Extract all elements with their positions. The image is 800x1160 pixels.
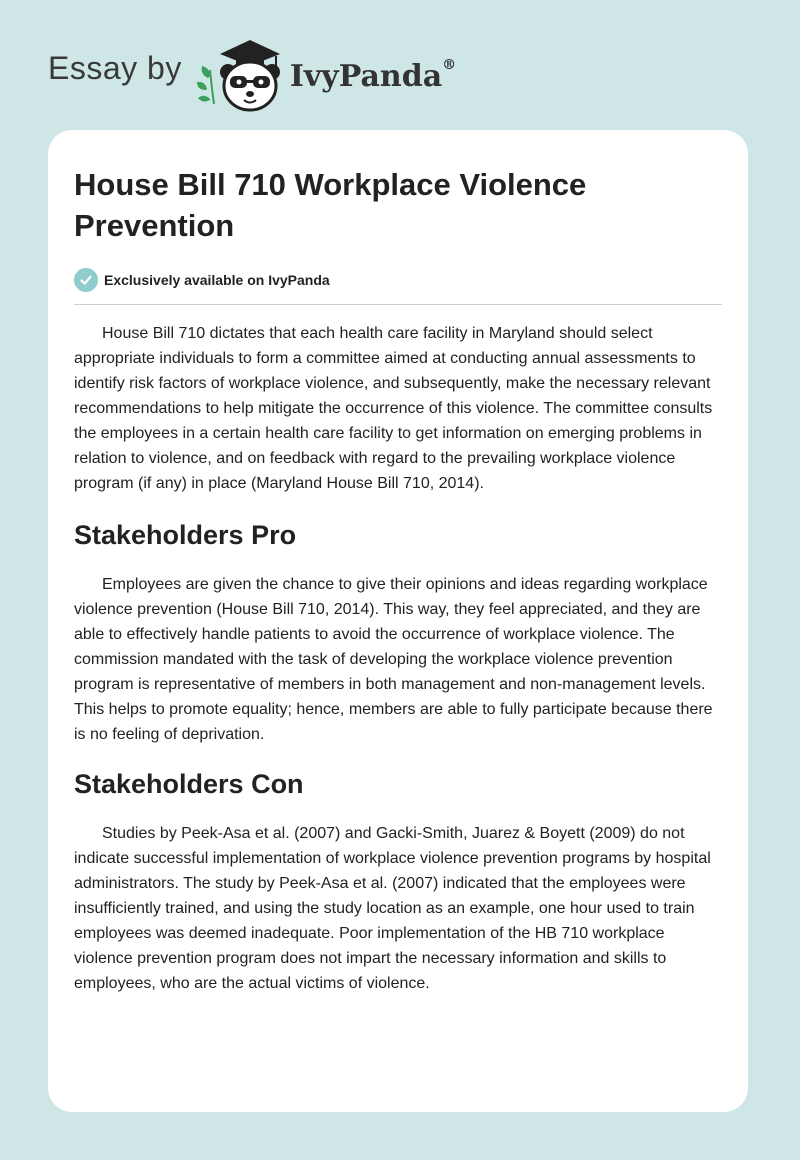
heading-stakeholders-pro: Stakeholders Pro <box>74 520 297 550</box>
intro-paragraph: House Bill 710 dictates that each health care facility in Maryland should select appropriate individuals to form a committee aimed at conducting annual assessments to identify risk factors of workplace violence, and subsequently, make the necessary relevant recommendations to help mitigate the occurrence of this violence. The committee consults the employees in a certain health care facility to get information on emerging problems in relation to violence, and on feedback with regard to the prevailing workplace violence program (if any) in place (Maryland House Bill 710, 2014). <box>74 325 713 492</box>
brand-name: IvyPanda® <box>289 56 457 94</box>
con-paragraph: Studies by Peek-Asa et al. (2007) and Gacki-Smith, Juarez & Boyett (2009) do not indicate successful implementation of workplace violence prevention programs by hospital administrators. The study by Peek-Asa et al. (2007) indicated that the employees were insufficiently trained, and using the study location as an example, one hour used to train employees was deemed inadequate. Poor implementation of the HB 710 workplace violence prevention program does not impart the necessary information and skills to employees, who are the actual victims of violence. <box>74 825 711 992</box>
essay-card <box>48 130 748 1112</box>
essay-by-label: Essay by <box>48 49 182 86</box>
heading-stakeholders-con: Stakeholders Con <box>74 769 304 799</box>
essay-title: House Bill 710 Workplace Violence Prevention <box>74 167 587 243</box>
ivypanda-logo[interactable] <box>196 34 456 114</box>
site-header <box>48 34 456 114</box>
pro-paragraph: Employees are given the chance to give their opinions and ideas regarding workplace violence prevention (House Bill 710, 2014). This way, they feel appreciated, and they are able to effectively handle patients to avoid the occurrence of workplace violence. The commission mandated with the task of developing the workplace violence prevention program is representative of members in both management and non-management levels. This helps to promote equality; hence, members are able to fully participate because there is no feeling of deprivation. <box>74 576 713 743</box>
exclusive-badge <box>74 268 722 305</box>
panda-graduate-icon <box>196 34 288 114</box>
check-icon <box>74 268 98 292</box>
exclusive-label: Exclusively available on IvyPanda <box>104 272 330 288</box>
trademark-symbol: ® <box>442 56 457 73</box>
